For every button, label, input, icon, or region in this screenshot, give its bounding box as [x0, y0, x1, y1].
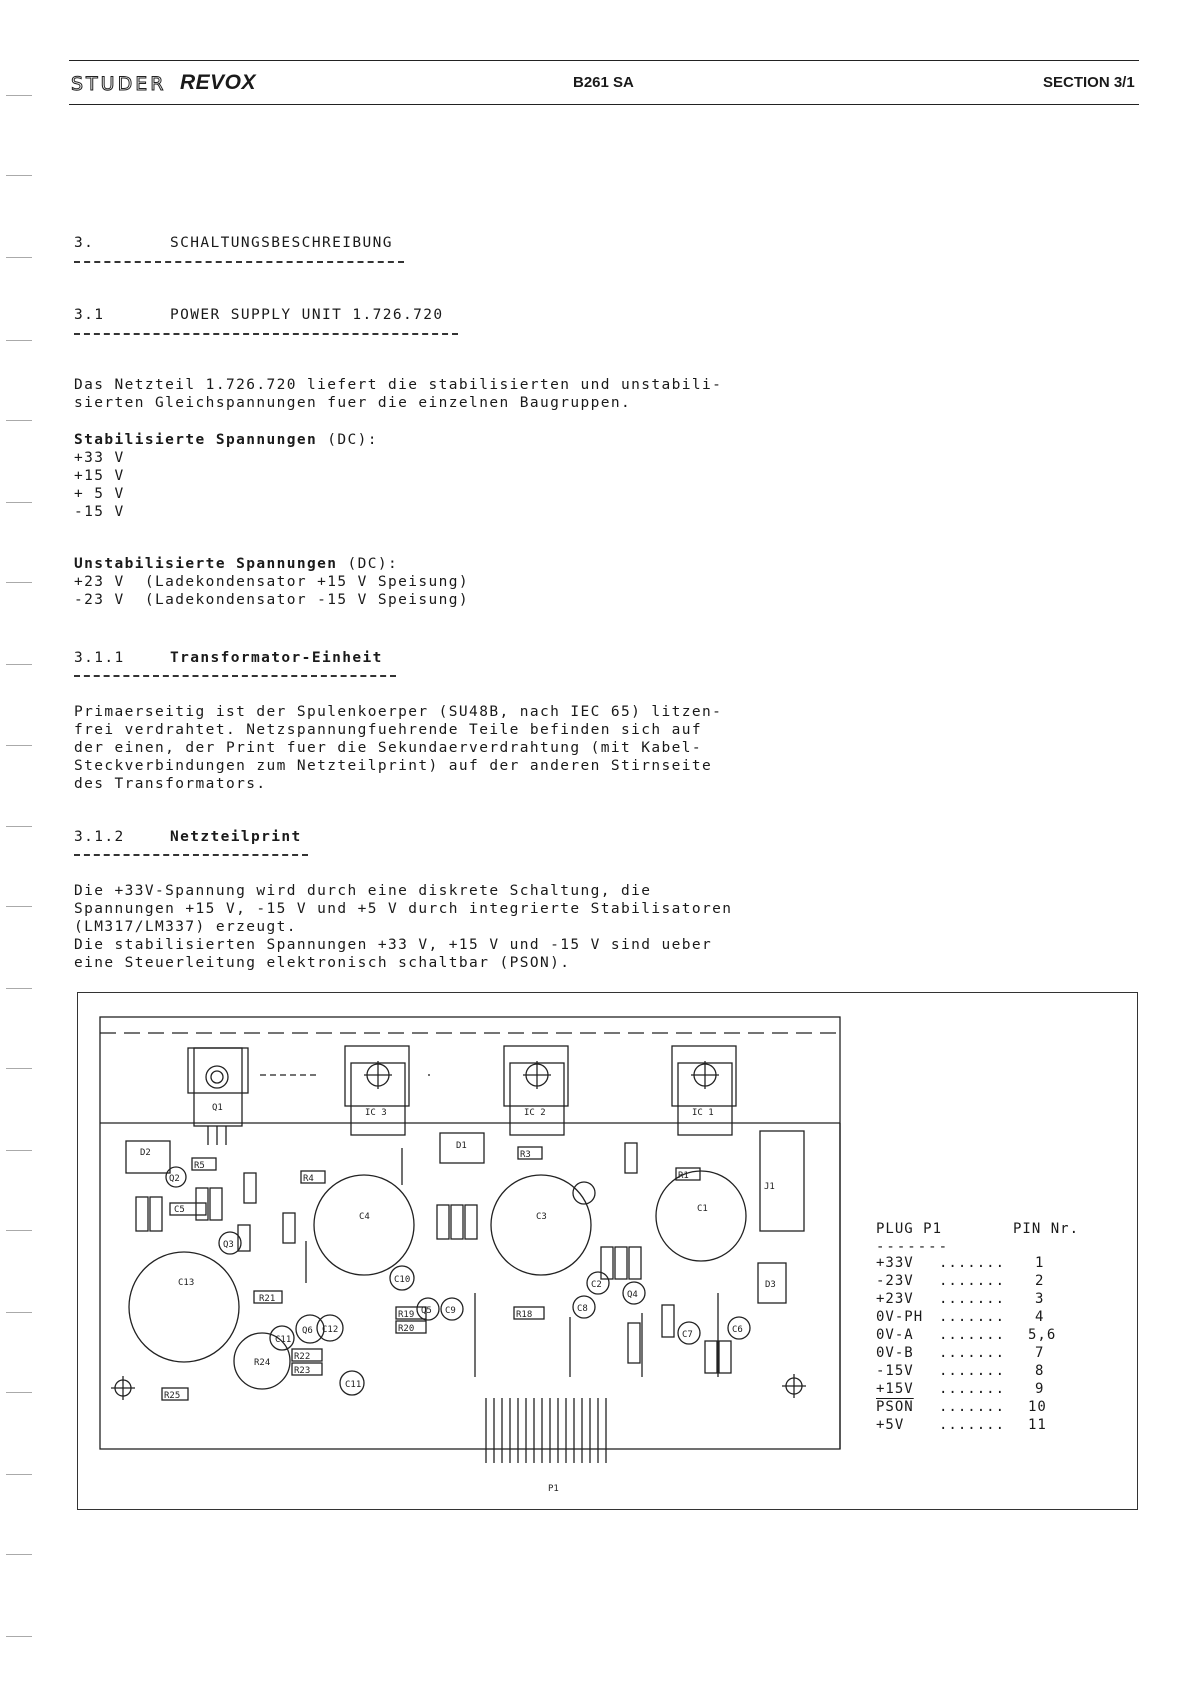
section-3-1-title: POWER SUPPLY UNIT 1.726.720 [170, 307, 444, 323]
plug-label: +33V [876, 1255, 914, 1271]
board-outline [100, 1017, 840, 1449]
svg-text:IC 3: IC 3 [365, 1108, 387, 1118]
margin-tick [6, 502, 32, 503]
brand-studer-logo: STUDER [71, 73, 167, 95]
unstab-value: -23 V (Ladekondensator -15 V Speisung) [74, 592, 470, 608]
svg-text:C4: C4 [359, 1212, 370, 1222]
header-bottom-rule [69, 104, 1139, 105]
plug-label: 0V-PH [876, 1309, 924, 1325]
margin-tick [6, 1636, 32, 1637]
svg-text:C13: C13 [178, 1278, 195, 1288]
plug-dots: ....... [939, 1417, 1006, 1433]
section-number: SECTION 3/1 [1043, 74, 1135, 91]
svg-text:Q3: Q3 [223, 1240, 234, 1250]
plug-label: -23V [876, 1273, 914, 1289]
plug-label: 0V-A [876, 1327, 914, 1343]
s312-line: Die +33V-Spannung wird durch eine diskrete Schaltung, die [74, 883, 652, 899]
unstab-heading [74, 555, 398, 573]
svg-text:Q2: Q2 [169, 1174, 180, 1184]
svg-text:J1: J1 [764, 1182, 775, 1192]
svg-text:R18: R18 [516, 1310, 533, 1320]
ic3-tab [345, 1046, 409, 1106]
svg-text:C5: C5 [174, 1205, 185, 1215]
s312-line: Spannungen +15 V, -15 V und +5 V durch integrierte Stabilisatoren [74, 901, 733, 917]
q1-body [194, 1048, 242, 1126]
unstab-value: +23 V (Ladekondensator +15 V Speisung) [74, 574, 470, 590]
plug-dots: ....... [939, 1273, 1006, 1289]
svg-text:C12: C12 [322, 1325, 339, 1335]
s311-line: Steckverbindungen zum Netzteilprint) auf der anderen Stirnseite [74, 758, 713, 774]
svg-text:R24: R24 [254, 1358, 271, 1368]
svg-text:IC 1: IC 1 [692, 1108, 714, 1118]
svg-text:R19: R19 [398, 1310, 415, 1320]
plug-pin: 1 [1035, 1255, 1045, 1271]
margin-tick [6, 1150, 32, 1151]
plug-pin: 11 [1028, 1417, 1047, 1433]
pin-header: PIN Nr. [1013, 1221, 1080, 1237]
section-3-1-2-title: Netzteilprint [170, 829, 302, 845]
margin-tick [6, 906, 32, 907]
section-3-1-2-number: 3.1.2 [74, 829, 125, 845]
margin-tick [6, 175, 32, 176]
stab-heading [74, 431, 378, 449]
section-3-1-2-underline [74, 854, 308, 856]
svg-text:C2: C2 [591, 1280, 602, 1290]
plug-pin: 2 [1035, 1273, 1045, 1289]
plug-dots: ....... [939, 1399, 1006, 1415]
svg-text:D1: D1 [456, 1141, 467, 1151]
plug-dots: ....... [939, 1309, 1006, 1325]
plug-row [876, 1255, 914, 1271]
svg-text:R22: R22 [294, 1352, 311, 1362]
ic1-tab [672, 1046, 736, 1106]
section-3-underline [74, 261, 404, 263]
svg-text:C10: C10 [394, 1275, 411, 1285]
plug-label: +5V [876, 1417, 905, 1433]
svg-text:C8: C8 [577, 1304, 588, 1314]
q1-hole-inner [211, 1071, 223, 1083]
c3-outline [491, 1175, 591, 1275]
section-3-1-underline [74, 333, 458, 335]
intro-line-1: Das Netzteil 1.726.720 liefert die stabilisierten und unstabili- [74, 377, 723, 393]
svg-text:C1: C1 [697, 1204, 708, 1214]
s311-line: Primaerseitig ist der Spulenkoerper (SU48B, nach IEC 65) litzen- [74, 704, 723, 720]
c13-outline [129, 1252, 239, 1362]
s312-line: Die stabilisierten Spannungen +33 V, +15 V und -15 V sind ueber [74, 937, 713, 953]
svg-text:D2: D2 [140, 1148, 151, 1158]
svg-text:R3: R3 [520, 1150, 531, 1160]
plug-pin: 4 [1035, 1309, 1045, 1325]
margin-tick [6, 664, 32, 665]
plug-label: +23V [876, 1291, 914, 1307]
unstab-suffix: (DC): [337, 556, 399, 572]
q1-hole [206, 1066, 228, 1088]
svg-text:C7: C7 [682, 1330, 693, 1340]
c4-outline [314, 1175, 414, 1275]
stab-title: Stabilisierte Spannungen [74, 432, 318, 448]
s312-line: (LM317/LM337) erzeugt. [74, 919, 297, 935]
plug-label: PSON [876, 1399, 914, 1415]
svg-text:IC 2: IC 2 [524, 1108, 546, 1118]
plug-divider: ------- [876, 1239, 950, 1255]
plug-pin: 3 [1035, 1291, 1045, 1307]
stab-suffix: (DC): [317, 432, 378, 448]
plug-label: 0V-B [876, 1345, 914, 1361]
svg-text:C3: C3 [536, 1212, 547, 1222]
svg-text:C11: C11 [275, 1335, 292, 1345]
svg-text:R1: R1 [678, 1171, 689, 1181]
margin-tick [6, 420, 32, 421]
svg-text:D3: D3 [765, 1280, 776, 1290]
svg-text:R4: R4 [303, 1174, 314, 1184]
plug-label: -15V [876, 1363, 914, 1379]
model-number: B261 SA [573, 74, 634, 91]
margin-tick [6, 1392, 32, 1393]
plug-label: +15V [876, 1381, 914, 1397]
c1-outline [656, 1171, 746, 1261]
margin-tick [6, 745, 32, 746]
margin-tick [6, 1554, 32, 1555]
margin-tick [6, 1312, 32, 1313]
stab-value: -15 V [74, 504, 125, 520]
unstab-title: Unstabilisierte Spannungen [74, 556, 338, 572]
section-3-1-1-title: Transformator-Einheit [170, 650, 383, 666]
section-3-1-number: 3.1 [74, 307, 105, 323]
plug-dots: ....... [939, 1291, 1006, 1307]
margin-tick [6, 1068, 32, 1069]
svg-text:R23: R23 [294, 1366, 311, 1376]
board-layout-figure [77, 992, 1138, 1510]
plug-title: PLUG P1 [876, 1221, 943, 1237]
plug-dots: ....... [939, 1363, 1006, 1379]
brand-revox-logo: REVOX [180, 71, 257, 94]
plug-pin: 9 [1035, 1381, 1045, 1397]
svg-text:C11: C11 [345, 1380, 362, 1390]
stab-value: + 5 V [74, 486, 125, 502]
stab-value: +33 V [74, 450, 125, 466]
svg-text:R21: R21 [259, 1294, 276, 1304]
svg-text:P1: P1 [548, 1484, 559, 1494]
svg-text:R5: R5 [194, 1161, 205, 1171]
margin-tick [6, 95, 32, 96]
section-3-title: SCHALTUNGSBESCHREIBUNG [170, 235, 393, 251]
plug-pin: 8 [1035, 1363, 1045, 1379]
margin-tick [6, 988, 32, 989]
stab-value: +15 V [74, 468, 125, 484]
svg-text:Q4: Q4 [627, 1290, 638, 1300]
margin-tick [6, 1230, 32, 1231]
section-3-1-1-number: 3.1.1 [74, 650, 125, 666]
plug-dots: ....... [939, 1327, 1006, 1343]
plug-pin: 7 [1035, 1345, 1045, 1361]
plug-pin: 10 [1028, 1399, 1047, 1415]
plug-dots: ....... [939, 1381, 1006, 1397]
margin-tick [6, 340, 32, 341]
ic2-tab [504, 1046, 568, 1106]
plug-dots: ....... [939, 1345, 1006, 1361]
section-3-number: 3. [74, 235, 95, 251]
svg-text:R20: R20 [398, 1324, 415, 1334]
j1-connector [760, 1131, 804, 1231]
s311-line: des Transformators. [74, 776, 267, 792]
section-3-1-1-underline [74, 675, 396, 677]
s312-line: eine Steuerleitung elektronisch schaltbar (PSON). [74, 955, 571, 971]
plug-pin: 5,6 [1028, 1327, 1057, 1343]
svg-text:R25: R25 [164, 1391, 181, 1401]
margin-tick [6, 1474, 32, 1475]
svg-text:Q1: Q1 [212, 1103, 223, 1113]
header-top-rule [69, 60, 1139, 61]
intro-line-2: sierten Gleichspannungen fuer die einzelnen Baugruppen. [74, 395, 632, 411]
svg-text:Q5: Q5 [421, 1306, 432, 1316]
margin-tick [6, 826, 32, 827]
s311-line: der einen, der Print fuer die Sekundaerverdrahtung (mit Kabel- [74, 740, 703, 756]
svg-text:Q6: Q6 [302, 1326, 313, 1336]
plug-dots: ....... [939, 1255, 1006, 1271]
svg-text:C6: C6 [732, 1325, 743, 1335]
margin-tick [6, 257, 32, 258]
s311-line: frei verdrahtet. Netzspannungfuehrende Teile befinden sich auf [74, 722, 703, 738]
margin-tick [6, 582, 32, 583]
svg-text:C9: C9 [445, 1306, 456, 1316]
